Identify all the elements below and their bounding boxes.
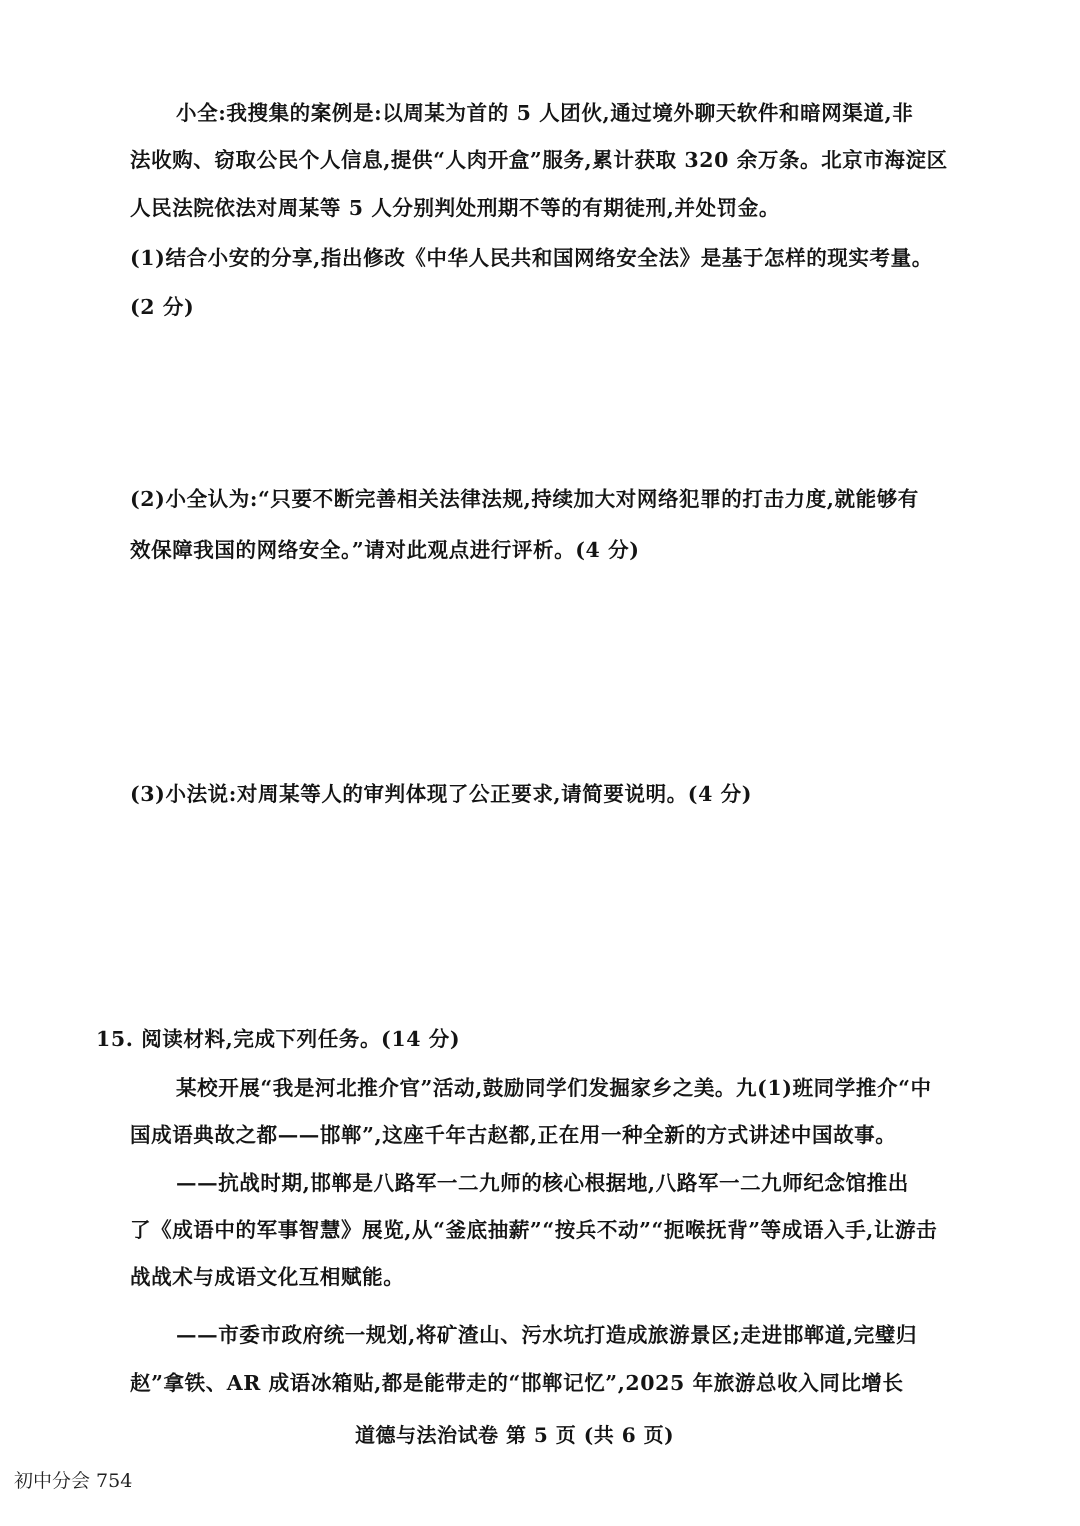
question-15-para-2-line-1: ——抗战时期,邯郸是八路军一二九师的核心根据地,八路军一二九师纪念馆推出 (176, 1171, 909, 1195)
case-paragraph-line-1: 小全:我搜集的案例是:以周某为首的 5 人团伙,通过境外聊天软件和暗网渠道,非 (176, 101, 914, 125)
question-15-para-1-line-2: 国成语典故之都——邯郸”,这座千年古赵都,正在用一种全新的方式讲述中国故事。 (130, 1123, 897, 1147)
question-15-para-2-line-3: 战战术与成语文化互相赋能。 (130, 1265, 405, 1289)
question-15-para-2-line-2: 了《成语中的军事智慧》展览,从“釜底抽薪”“按兵不动”“扼喉抚背”等成语入手,让游击 (130, 1218, 938, 1242)
question-3-prompt: (3)小法说:对周某等人的审判体现了公正要求,请简要说明。(4 分) (130, 782, 753, 806)
page-footer: 道德与法治试卷 第 5 页 (共 6 页) (355, 1423, 675, 1447)
question-15-para-1-line-1: 某校开展“我是河北推介官”活动,鼓励同学们发掘家乡之美。九(1)班同学推介“中 (176, 1076, 932, 1100)
question-2-prompt-line-1: (2)小全认为:“只要不断完善相关法律法规,持续加大对网络犯罪的打击力度,就能够有 (130, 487, 919, 511)
question-15-para-3-line-1: ——市委市政府统一规划,将矿渣山、污水坑打造成旅游景区;走进邯郸道,完璧归 (176, 1323, 918, 1347)
question-1-prompt-line-1: (1)结合小安的分享,指出修改《中华人民共和国网络安全法》是基于怎样的现实考量。 (130, 246, 933, 270)
question-15-para-3-line-2: 赵”拿铁、AR 成语冰箱贴,都是能带走的“邯郸记忆”,2025 年旅游总收入同比增长 (130, 1371, 904, 1395)
case-paragraph-line-2: 法收购、窃取公民个人信息,提供“人肉开盒”服务,累计获取 320 余万条。北京市海淀区 (130, 148, 948, 172)
question-15-heading: 15. 阅读材料,完成下列任务。(14 分) (96, 1027, 461, 1051)
question-1-score: (2 分) (130, 295, 195, 319)
case-paragraph-line-3: 人民法院依法对周某等 5 人分别判处刑期不等的有期徒刑,并处罚金。 (130, 196, 780, 220)
watermark-label: 初中分会 754 (14, 1470, 133, 1492)
question-2-prompt-line-2: 效保障我国的网络安全。”请对此观点进行评析。(4 分) (130, 538, 640, 562)
